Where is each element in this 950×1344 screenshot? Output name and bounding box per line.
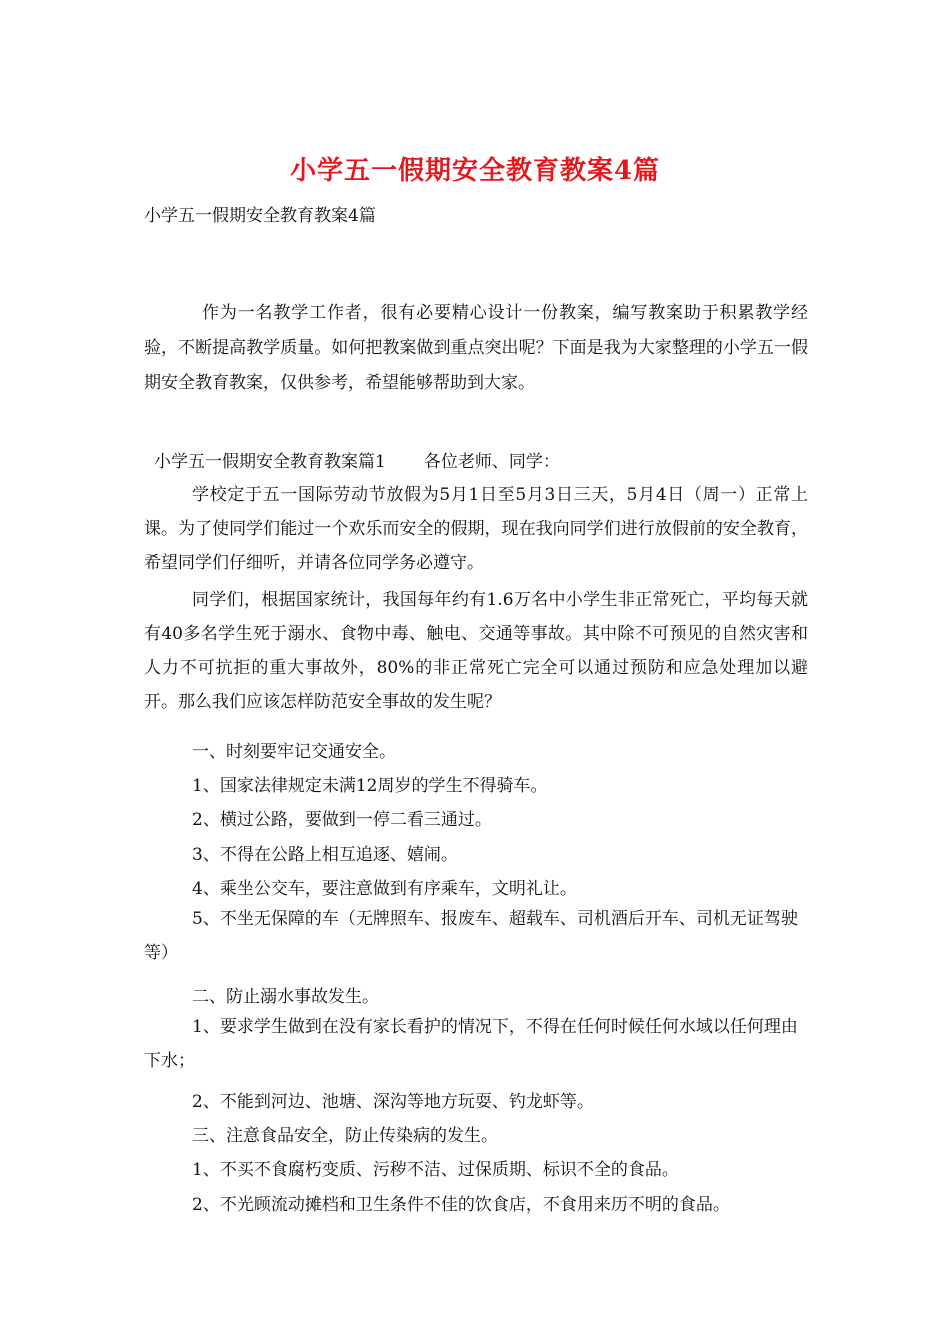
section-heading-line — [154, 447, 818, 472]
traffic-item-5: 5、不坐无保障的车（无牌照车、报废车、超载车、司机酒后开车、司机无证驾驶等） — [144, 909, 798, 963]
traffic-item-3: 3、不得在公路上相互追逐、嬉闹。 — [192, 845, 458, 865]
heading-traffic: 一、时刻要牢记交通安全。 — [192, 742, 396, 762]
intro-paragraph: 作为一名教学工作者，很有必要精心设计一份教案，编写教案助于积累教学经验，不断提高教学质量。如何把教案做到重点突出呢？下面是我为大家整理的小学五一假期安全教育教案，仅供参考，希望能够帮助到大家。 — [144, 303, 808, 393]
heading-drowning: 二、防止溺水事故发生。 — [192, 987, 379, 1007]
traffic-item-1: 1、国家法律规定未满12周岁的学生不得骑车。 — [192, 776, 548, 796]
food-item-1: 1、不买不食腐朽变质、污秽不洁、过保质期、标识不全的食品。 — [192, 1160, 679, 1180]
document-subtitle: 小学五一假期安全教育教案4篇 — [144, 206, 376, 226]
traffic-item-4: 4、乘坐公交车，要注意做到有序乘车，文明礼让。 — [192, 879, 577, 899]
document-title: 小学五一假期安全教育教案4篇 — [289, 156, 661, 186]
traffic-item-2: 2、横过公路，要做到一停二看三通过。 — [192, 810, 492, 830]
paragraph-2: 同学们，根据国家统计，我国每年约有1.6万名中小学生非正常死亡，平均每天就有40多名学生死于溺水、食物中毒、触电、交通等事故。其中除不可预见的自然灾害和人力不可抗拒的重大事故外，80%的非正常死亡完全可以通过预防和应急处理加以避开。那么我们应该怎样防范安全事故的发生呢？ — [144, 590, 808, 712]
section-heading: 小学五一假期安全教育教案篇1 — [154, 452, 386, 472]
heading-food: 三、注意食品安全，防止传染病的发生。 — [192, 1126, 498, 1146]
drowning-item-1: 1、要求学生做到在没有家长看护的情况下，不得在任何时候任何水域以任何理由下水； — [144, 1017, 798, 1071]
drowning-item-2: 2、不能到河边、池塘、深沟等地方玩耍、钓龙虾等。 — [192, 1092, 594, 1112]
paragraph-1: 学校定于五一国际劳动节放假为5月1日至5月3日三天，5月4日（周一）正常上课。为了使同学们能过一个欢乐而安全的假期，现在我向同学们进行放假前的安全教育，希望同学们仔细听，并请各位同学务必遵守。 — [144, 485, 808, 573]
food-item-2: 2、不光顾流动摊档和卫生条件不佳的饮食店，不食用来历不明的食品。 — [192, 1195, 730, 1215]
greeting: 各位老师、同学： — [423, 452, 560, 472]
